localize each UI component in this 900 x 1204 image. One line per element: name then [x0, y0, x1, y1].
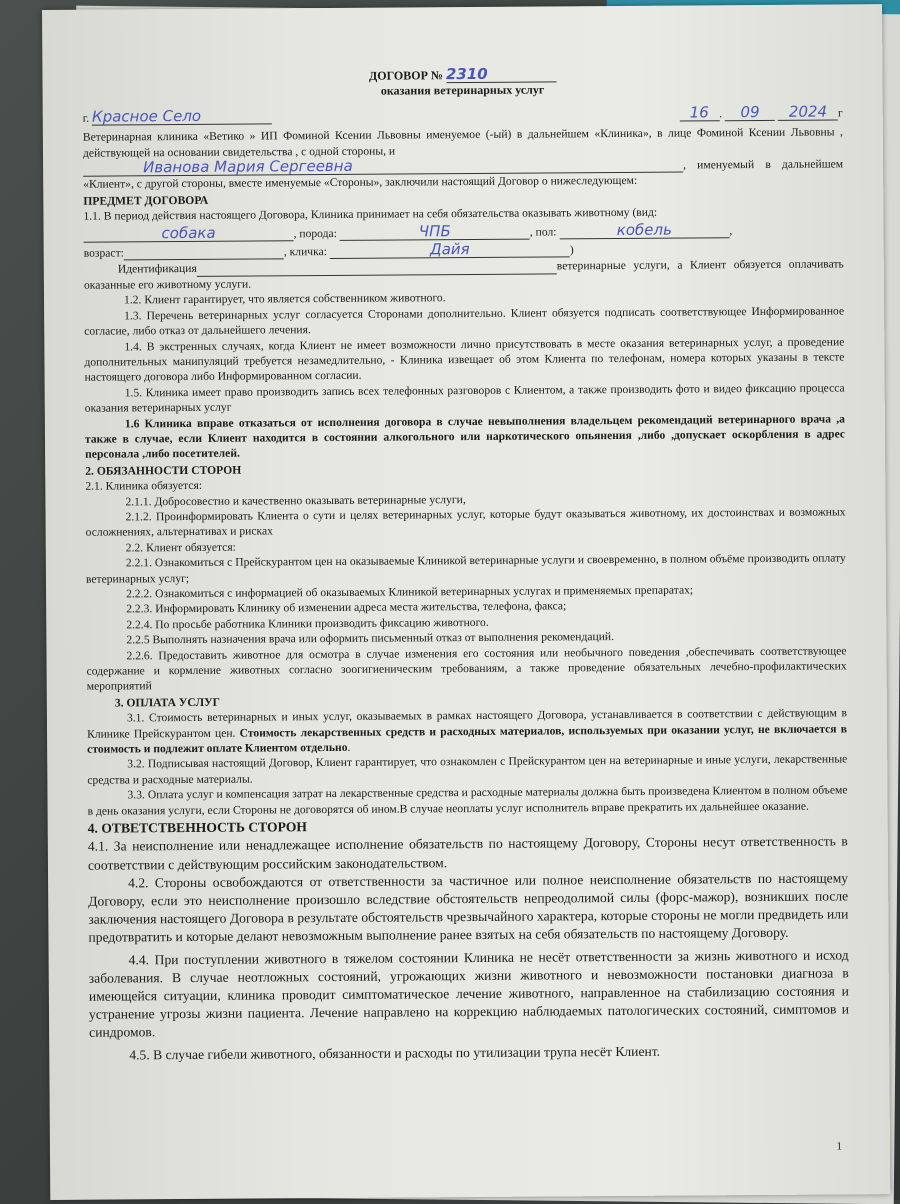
contract-text [82, 64, 849, 1064]
p-2-2-6: 2.2.6. Предоставить животное для осмотра в случае изменения его состояния или необычного поведения ,обеспечивать соответствующее содержание и кормление животных согласно зоогигиеническим требованиям, а также проведение обязательных лечебно-профилактических мероприятий [86, 644, 847, 694]
section-4-heading: 4. ОТВЕТСТВЕННОСТЬ СТОРОН [87, 819, 308, 836]
contract-title: ДОГОВОР № 2310 [82, 64, 842, 86]
contract-number: 2310 [446, 66, 556, 83]
contract-page [42, 4, 890, 1200]
date-month: 09 [725, 105, 775, 122]
date-year: 2024 [778, 104, 838, 121]
section-2-heading: 2. ОБЯЗАННОСТИ СТОРОН [85, 463, 242, 478]
p-2-2-1: 2.2.1. Ознакомиться с Прейскурантом цен на оказываемые Клиникой ветеринарные услуги и своевременно, в полном объёме производить оплату ветеринарных услуг; [85, 551, 846, 586]
p-3-3: 3.3. Оплата услуг и компенсация затрат на лекарственные средства и расходные материалы должна быть произведена Клиентом в полном объеме в день оказания услуги, если Стороны не договорятся об ином.В случае неоплаты услуг исполнитель вправе прекратить их дальнейшее оказание. [87, 783, 848, 818]
city-field: Красное Село [92, 108, 272, 126]
contract-subtitle: оказания ветеринарных услуг [380, 82, 545, 99]
p-2-1-1: 2.1.1. Добросовестно и качественно оказывать ветеринарные услуги, [125, 492, 466, 508]
client-line: Иванова Мария Сергеевна , именуемый в дальнейшем «Клиент», с другой стороны, вместе именуемые «Стороны», заключили настоящий Договор о нижеследующем: [83, 156, 844, 192]
ident-field [197, 258, 557, 277]
ident-line: Идентификация ветеринарные услуги, а Клиент обязуется оплачивать оказанные его животному услуги. [83, 257, 844, 292]
p-2-2-2: 2.2.2. Ознакомиться с информацией об оказываемых Клиникой ветеринарных услугах и применяемых препаратах; [126, 583, 694, 601]
p-2-2-5: 2.2.5 Выполнять назначения врача или оформить письменный отказ от выполнения рекомендаций. [126, 630, 615, 647]
p-2-1-2: 2.1.2. Проинформировать Клиента о сути и целях ветеринарных услуг, которые будут оказываться животному, их достоинствах и возможных осложнениях, альтернативах и рисках [85, 505, 846, 540]
pet-name-field: Дайя [330, 241, 570, 259]
p-2-1: 2.1. Клиника обязуется: [85, 479, 203, 493]
section-1-heading: ПРЕДМЕТ ДОГОВОРА [83, 193, 209, 208]
p-4-4: 4.4. При поступлении животного в тяжелом состоянии Клиника не несёт ответственности за жизнь животного и исход заболевания. В случае неотложных состояний, угрожающих жизни животного и невозможности постановки диагноза в имеющейся ситуации, клиника проводит симптоматическое лечение животного, направленное на стабилизацию состояния и устранение угрозы жизни пациента. Лечение направлено на коррекцию наблюдаемых патологических состояний, симптомов и синдромов. [88, 946, 850, 1041]
p-1-6: 1.6 Клиника вправе отказаться от исполнения договора в случае невыполнения владельцем рекомендаций ветеринарного врача ,а также в случае, если Клиент находится в состоянии алкогольного или наркотического опьянения ,либо ,допускает оскорбления в адрес персонала ,либо посетителей. [84, 411, 846, 462]
breed-field: ЧПБ [340, 223, 530, 241]
species-field: собака [84, 225, 294, 243]
section-3-heading: 3. ОПЛАТА УСЛУГ [114, 695, 221, 710]
p-1-3: 1.3. Перечень ветеринарных услуг согласуется Сторонами дополнительно. Клиент обязуется подписать соответствующее Информированное согласие, либо отказ от дальнейшего лечения. [84, 304, 845, 338]
p-4-1: 4.1. За неисполнение или ненадлежащее исполнение обязательств по настоящему Договору, Стороны несут ответственность в соответствии с действующим российским законодательством. [87, 833, 848, 873]
sex-field: кобель [559, 222, 729, 240]
date-day: 16 [679, 105, 719, 122]
p-4-2: 4.2. Стороны освобождаются от ответственности за частичное или полное неисполнение обязательств по настоящему Договору, если это неисполнение произошло вследствие обстоятельств непреодолимой силы (форс-мажор), возникших после заключения настоящего Договора в результате обстоятельств чрезвычайного характера, которые стороны не могли предвидеть или предотвратить и которые делают невозможным выполнение ранее взятых на себя обязательств по настоящему Договору. [88, 870, 849, 946]
animal-line: собака , порода: ЧПБ , пол: кобель , [84, 221, 844, 243]
p-4-5: 4.5. В случае гибели животного, обязанности и расходы по утилизации трупа несёт Клиент. [129, 1043, 661, 1062]
place-date-line: г. Красное Село 16 . 09 2024 г [82, 102, 843, 126]
p-3-1: 3.1. Стоимость ветеринарных и иных услуг, оказываемых в рамках настоящего Договора, устанавливается в соответствии с действующим в Клинике Прейскурантом цен. Стоимость лекарственных средств и расходных материалов, используемых при оказании услуг, не включается в стоимость и подлежит оплате Клиентом отдельно. [87, 706, 848, 756]
age-field [124, 243, 284, 261]
p-1-4: 1.4. В экстренных случаях, когда Клиент не имеет возможности лично присутствовать в месте оказания ветеринарных услуг, а проведение дополнительных манипуляций требуется незамедлительно, - Клиника извещает об этом Клиента по телефонам, номера которых указаны в тексте настоящего договора либо Информированном согласии. [84, 334, 845, 385]
p-1-2: 1.2. Клиент гарантирует, что является собственником животного. [123, 291, 446, 307]
p-3-2: 3.2. Подписывая настоящий Договор, Клиент гарантирует, что ознакомлен с Прейскурантом цен на ветеринарные и иные услуги, лекарственные средства и расходные материалы. [87, 752, 848, 787]
client-name-field: Иванова Мария Сергеевна [83, 157, 683, 178]
page-number: 1 [836, 1140, 842, 1153]
p-1-1: 1.1. В период действия настоящего Договора, Клиника принимает на себя обязательства оказывать животному (вид: [83, 205, 658, 223]
p-1-5: 1.5. Клиника имеет право производить запись всех телефонных разговоров с Клиентом, а также производить фото и видео фиксацию процесса оказания ветеринарных услуг [84, 381, 845, 415]
intro-paragraph: Ветеринарная клиника «Ветико » ИП Фоминой Ксении Львовны именуемое (-ый) в дальнейшем «Клиника», в лице Фоминой Ксении Львовны , действующей на основании свидетельства , с одной стороны, и [82, 125, 843, 160]
p-2-2-3: 2.2.3. Информировать Клинику об изменении адреса места жительства, телефона, факса; [126, 599, 567, 616]
age-line: возраст: , кличка: Дайя ) [83, 240, 574, 260]
p-2-2: 2.2. Клиент обязуется: [125, 540, 236, 555]
p-2-2-4: 2.2.4. По просьбе работника Клиники производить фиксацию животного. [126, 615, 489, 632]
